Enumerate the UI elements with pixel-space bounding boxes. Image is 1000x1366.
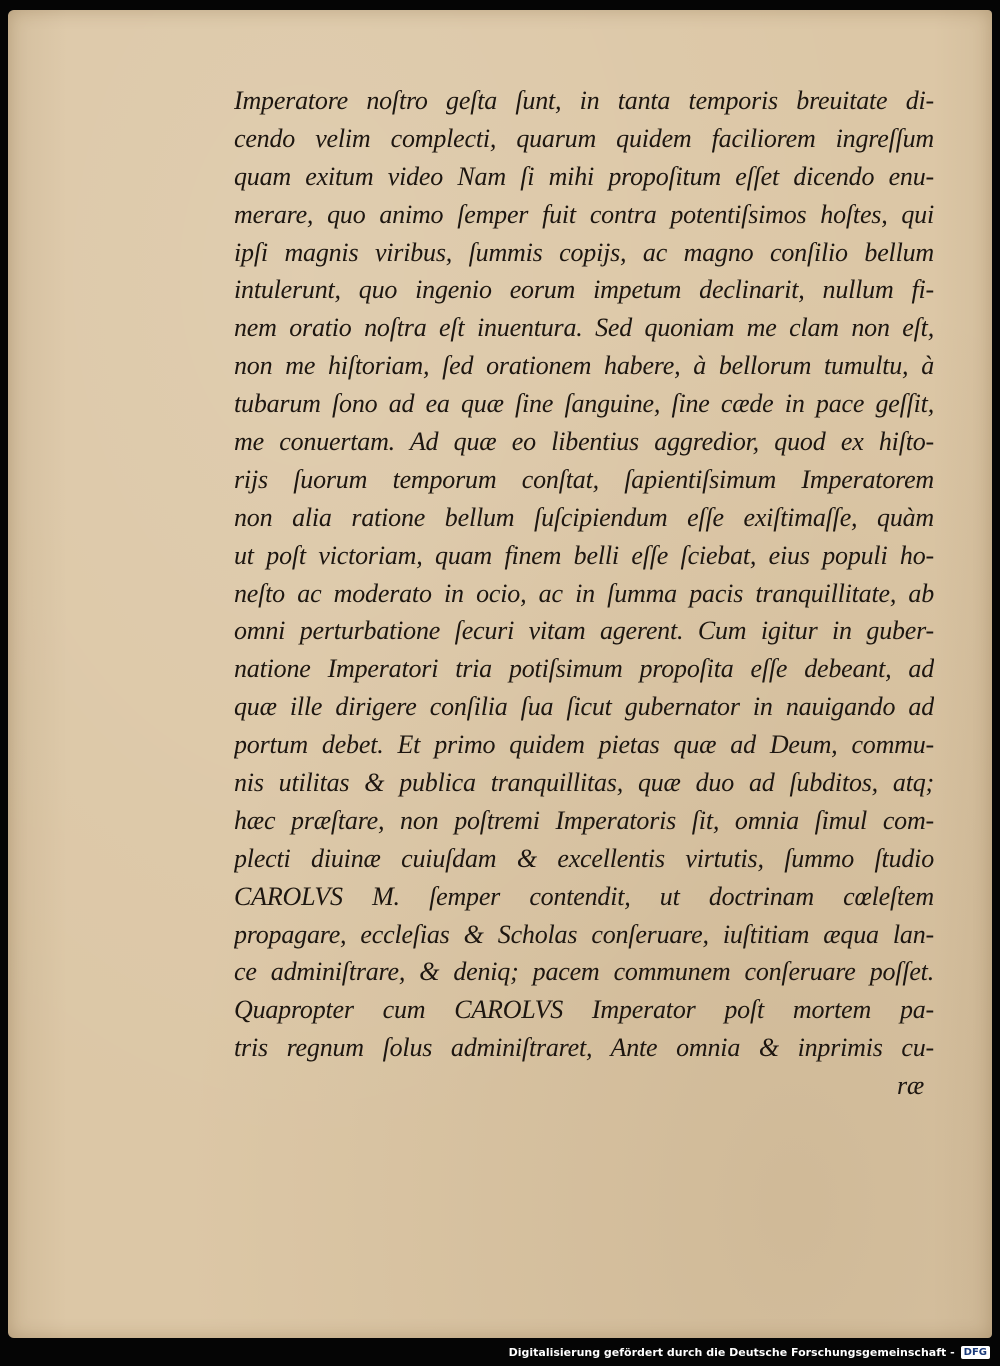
text-line-6: intulerunt, quo ingenio eorum impetum declinarit, nullum fi- [234, 275, 934, 305]
text-line-16: natione Imperatori tria potiſsimum propoſita eſſe debeant, ad [234, 654, 934, 684]
text-line-15: omni perturbatione ſecuri vitam agerent. Cum igitur in guber- [234, 616, 934, 646]
text-line-9: tubarum ſono ad ea quæ ſine ſanguine, ſine cæde in pace geſſit, [234, 389, 934, 419]
catchword: ræ [896, 1071, 924, 1101]
text-line-19: nis utilitas & publica tranquillitas, quæ duo ad ſubditos, atq; [234, 768, 934, 798]
text-line-22: CAROLVS M. ſemper contendit, ut doctrinam cœleſtem [234, 881, 934, 911]
text-line-12: non alia ratione bellum ſuſcipiendum eſſe exiſtimaſſe, quàm [234, 502, 934, 532]
text-line-25: Quapropter cum CAROLVS Imperator poſt mortem pa- [234, 995, 934, 1025]
book-page [8, 10, 992, 1338]
text-line-2: cendo velim complecti, quarum quidem faciliorem ingreſſum [234, 123, 934, 153]
text-line-11: rijs ſuorum temporum conſtat, ſapientiſsimum Imperatorem [234, 464, 934, 494]
digitization-footer [0, 1338, 1000, 1366]
dfg-logo: DFG [961, 1346, 990, 1359]
text-line-23: propagare, eccleſias & Scholas conſeruare, iuſtitiam æqua lan- [234, 919, 934, 949]
text-line-4: merare, quo animo ſemper fuit contra potentiſsimos hoſtes, qui [234, 199, 934, 229]
text-line-5: ipſi magnis viribus, ſummis copijs, ac magno conſilio bellum [234, 237, 934, 267]
text-line-17: quæ ille dirigere conſilia ſua ſicut gubernator in nauigando ad [234, 692, 934, 722]
text-line-20: hæc præſtare, non poſtremi Imperatoris ſit, omnia ſimul com- [234, 805, 934, 835]
text-line-3: quam exitum video Nam ſi mihi propoſitum eſſet dicendo enu- [234, 161, 934, 191]
text-line-13: ut poſt victoriam, quam finem belli eſſe ſciebat, eius populi ho- [234, 540, 934, 570]
text-line-14: neſto ac moderato in ocio, ac in ſumma pacis tranquillitate, ab [234, 578, 934, 608]
text-line-10: me conuertam. Ad quæ eo libentius aggredior, quod ex hiſto- [234, 427, 934, 457]
text-line-24: ce adminiſtrare, & deniq; pacem communem conſeruare poſſet. [234, 957, 934, 987]
text-line-7: nem oratio noſtra eſt inuentura. Sed quoniam me clam non eſt, [234, 313, 934, 343]
funding-notice: Digitalisierung gefördert durch die Deutsche Forschungsgemeinschaft - [508, 1345, 955, 1359]
text-line-21: plecti diuinæ cuiuſdam & excellentis virtutis, ſummo ſtudio [234, 843, 934, 873]
text-line-1: Imperatore noſtro geſta ſunt, in tanta temporis breuitate di- [234, 86, 934, 115]
text-line-26: tris regnum ſolus adminiſtraret, Ante omnia & inprimis cu- [234, 1033, 934, 1063]
text-line-18: portum debet. Et primo quidem pietas quæ ad Deum, commu- [234, 730, 934, 760]
page-text-block [234, 82, 934, 1105]
text-line-8: non me hiſtoriam, ſed orationem habere, à bellorum tumultu, à [234, 351, 934, 381]
